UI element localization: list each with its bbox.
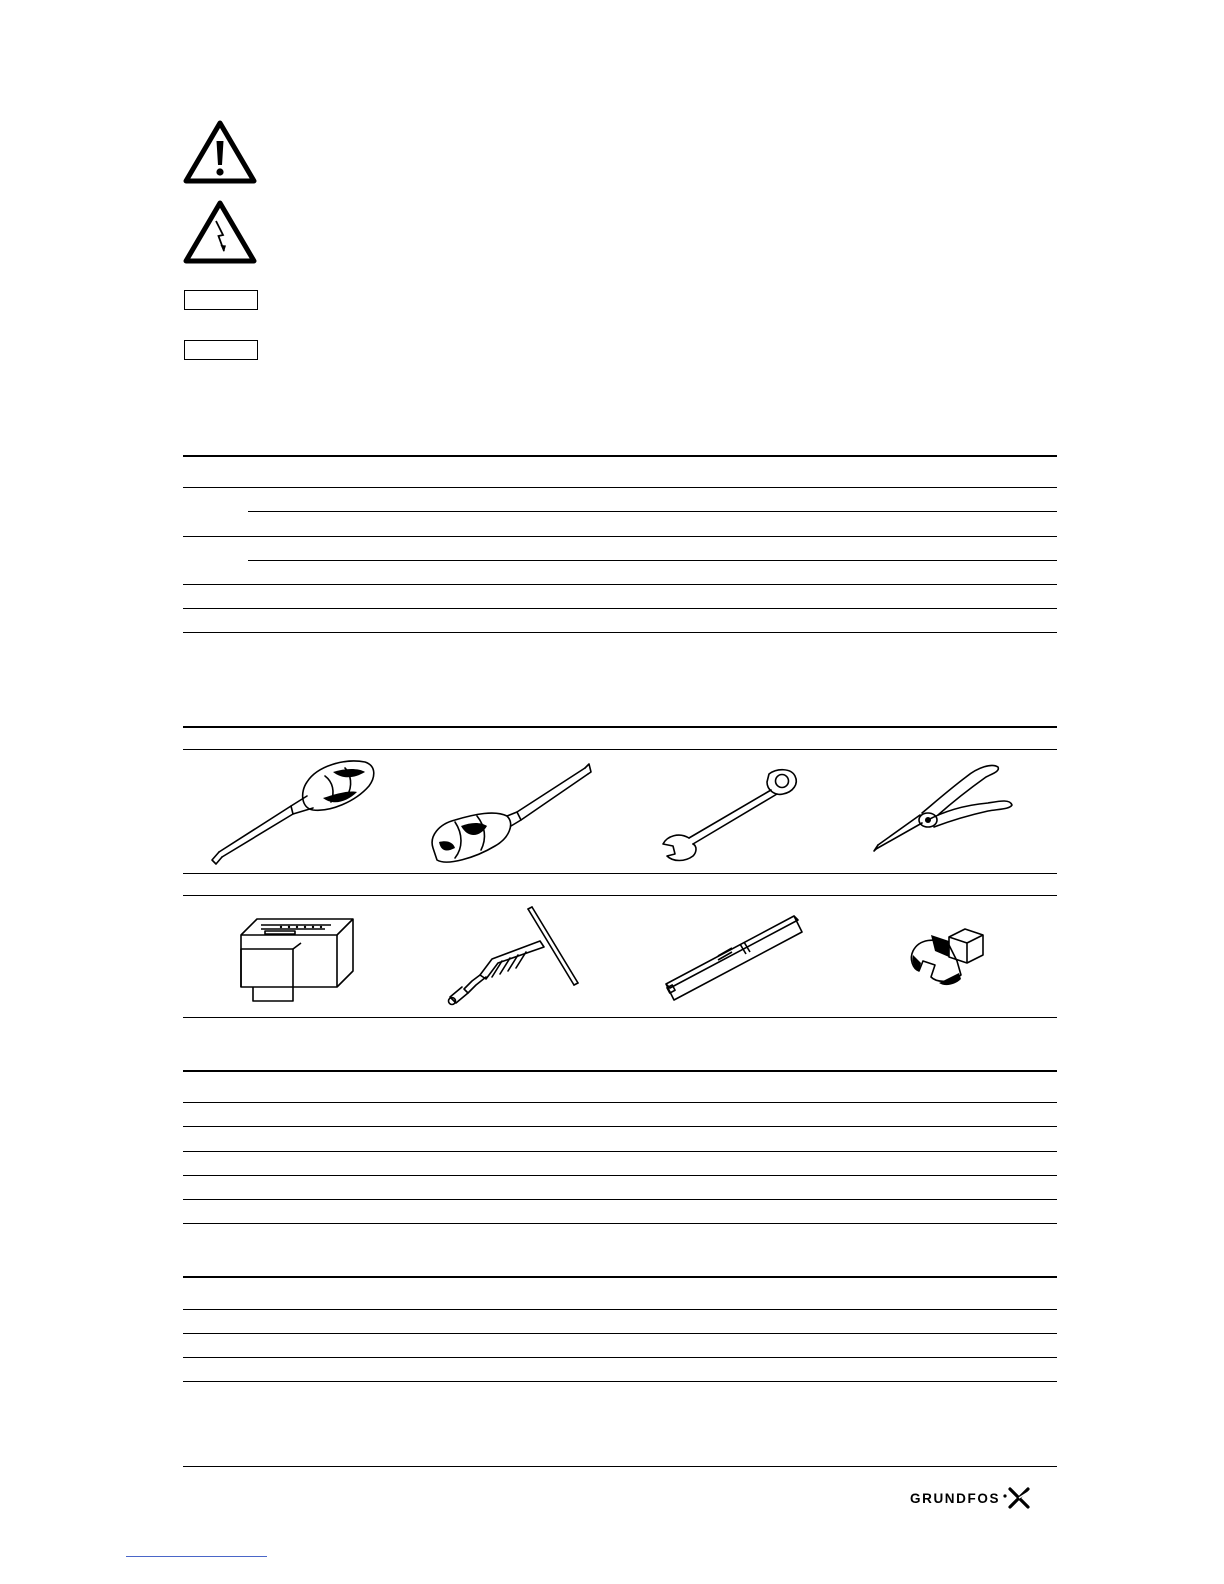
phillips-screwdriver-icon <box>205 758 380 868</box>
flat-screwdriver-icon <box>425 762 595 872</box>
note-box-1 <box>184 290 258 310</box>
warning-icon <box>183 119 257 185</box>
grundfos-logo <box>910 1486 1058 1510</box>
combination-wrench-icon <box>655 766 825 866</box>
footer-rule <box>183 1466 1057 1467</box>
bit-set-case-icon <box>235 913 360 1005</box>
grundfos-x-icon <box>1002 1487 1032 1509</box>
electrical-hazard-icon <box>183 199 257 265</box>
note-box-2 <box>184 340 258 360</box>
pliers-icon <box>870 763 1020 858</box>
open-end-insert-icon <box>905 925 990 993</box>
footer-link-underline <box>126 1556 267 1557</box>
torque-wrench-icon <box>660 910 810 1005</box>
t-handle-tool-icon <box>440 905 580 1010</box>
brand-name: GRUNDFOS <box>910 1490 1001 1506</box>
